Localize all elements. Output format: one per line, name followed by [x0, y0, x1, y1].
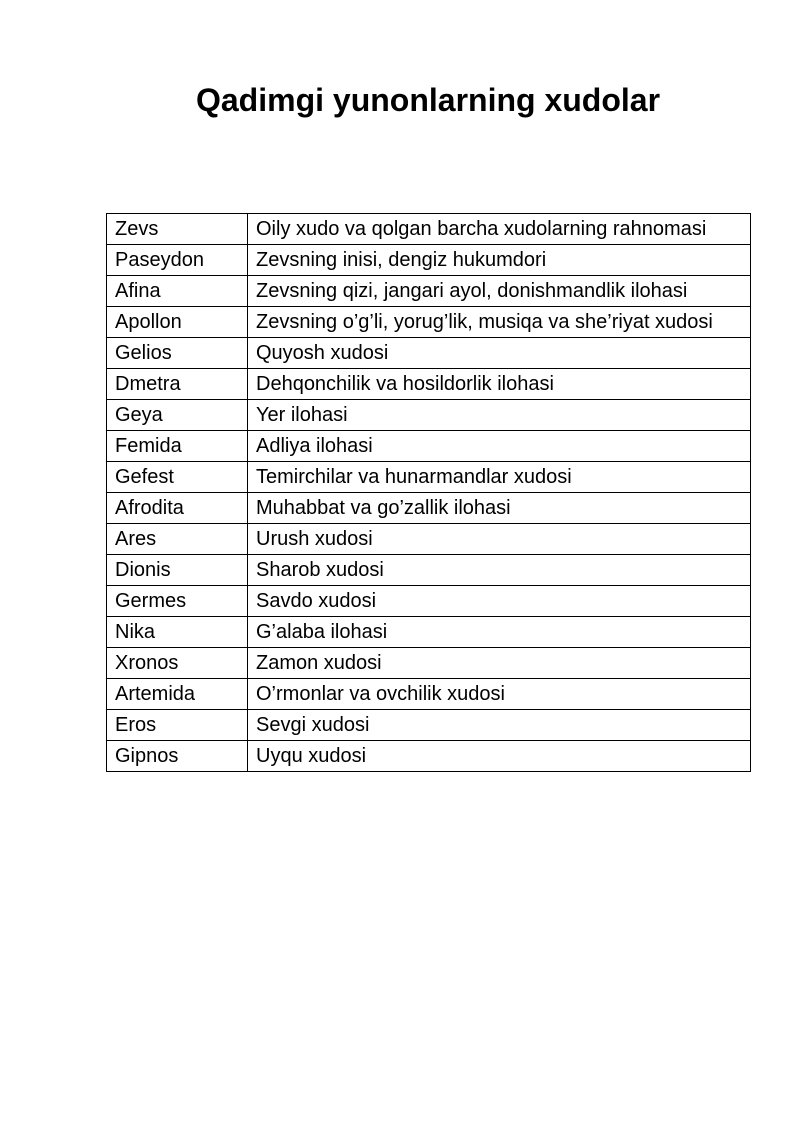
god-name: Gefest [107, 462, 248, 493]
god-description: Savdo xudosi [248, 586, 751, 617]
god-description: Zevsning o’g’li, yorug’lik, musiqa va she’riyat xudosi [248, 307, 751, 338]
table-row [107, 431, 751, 462]
table-row [107, 276, 751, 307]
gods-table [106, 213, 751, 772]
god-description: Adliya ilohasi [248, 431, 751, 462]
god-name: Geya [107, 400, 248, 431]
god-description: Sharob xudosi [248, 555, 751, 586]
god-description: Zevsning inisi, dengiz hukumdori [248, 245, 751, 276]
god-name: Dionis [107, 555, 248, 586]
god-name: Paseydon [107, 245, 248, 276]
god-description: Temirchilar va hunarmandlar xudosi [248, 462, 751, 493]
god-name: Germes [107, 586, 248, 617]
table-row [107, 245, 751, 276]
table-row [107, 679, 751, 710]
table-row [107, 338, 751, 369]
god-name: Afrodita [107, 493, 248, 524]
table-row [107, 617, 751, 648]
table-row [107, 462, 751, 493]
god-name: Eros [107, 710, 248, 741]
table-row [107, 710, 751, 741]
table-row [107, 307, 751, 338]
god-description: O’rmonlar va ovchilik xudosi [248, 679, 751, 710]
god-name: Zevs [107, 214, 248, 245]
god-name: Nika [107, 617, 248, 648]
god-description: G’alaba ilohasi [248, 617, 751, 648]
god-name: Xronos [107, 648, 248, 679]
table-row [107, 400, 751, 431]
table-row [107, 369, 751, 400]
god-description: Urush xudosi [248, 524, 751, 555]
god-description: Sevgi xudosi [248, 710, 751, 741]
god-name: Femida [107, 431, 248, 462]
god-name: Gelios [107, 338, 248, 369]
god-description: Zamon xudosi [248, 648, 751, 679]
god-name: Apollon [107, 307, 248, 338]
table-row [107, 586, 751, 617]
god-name: Gipnos [107, 741, 248, 772]
god-name: Ares [107, 524, 248, 555]
table-row [107, 214, 751, 245]
god-description: Dehqonchilik va hosildorlik ilohasi [248, 369, 751, 400]
god-description: Yer ilohasi [248, 400, 751, 431]
table-row [107, 493, 751, 524]
table-row [107, 741, 751, 772]
god-description: Uyqu xudosi [248, 741, 751, 772]
god-description: Oily xudo va qolgan barcha xudolarning rahnomasi [248, 214, 751, 245]
table-row [107, 555, 751, 586]
god-description: Zevsning qizi, jangari ayol, donishmandlik ilohasi [248, 276, 751, 307]
god-name: Dmetra [107, 369, 248, 400]
page-title: Qadimgi yunonlarning xudolar [195, 82, 661, 118]
table-row [107, 648, 751, 679]
god-description: Muhabbat va go’zallik ilohasi [248, 493, 751, 524]
god-name: Artemida [107, 679, 248, 710]
table-row [107, 524, 751, 555]
god-name: Afina [107, 276, 248, 307]
god-description: Quyosh xudosi [248, 338, 751, 369]
